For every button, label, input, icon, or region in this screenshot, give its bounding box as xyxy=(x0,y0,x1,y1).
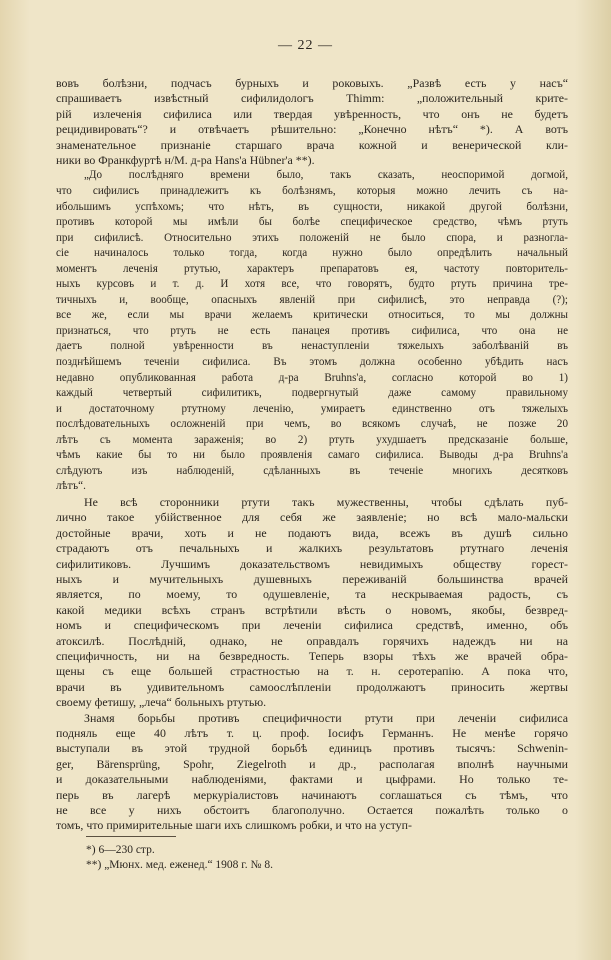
text-line: специфичность, ни на безвредность. Теперь взоры тѣхъ же врачей обра- xyxy=(56,648,568,663)
text-line: подняль еще 40 лѣтъ т. ц. проф. Іосифъ Германнъ. Не менѣе горячо xyxy=(56,726,568,741)
text-line: перь въ лагерѣ меркуріалистовъ начинаютъ соглашаться съ тѣмъ, что xyxy=(56,787,568,802)
text-line: сіе начиналось только тогда, когда нужно было опредѣлить начальный xyxy=(56,247,568,260)
text-line: не все у нихъ обстоитъ благополучно. Остается пожалѣть только о xyxy=(56,803,568,818)
text-line: номъ и специфическомъ при леченіи сифилиса средствѣ, именно, объ xyxy=(56,618,568,633)
text-line: атоксилѣ. Послѣдній, однако, не оправдалъ горячихъ надеждъ ни на xyxy=(56,633,568,648)
text-body xyxy=(56,76,568,834)
text-line: противъ которой мы имѣли бы болѣе специфическое средство, чѣмъ ртуть xyxy=(56,216,568,229)
text-line: рецидивировать“? и отвѣчаетъ рѣшительно: „Конечно нѣтъ“ *). А вотъ xyxy=(56,122,568,137)
text-line: томъ, что примирительные шаги ихъ слишкомъ робки, и что на уступ- xyxy=(56,818,412,833)
text-line: даетъ полной увѣренности въ ненаступленіи тяжелыхъ заболѣваній въ xyxy=(56,340,568,353)
quote-paragraph xyxy=(56,168,568,494)
text-line: рій излеченія сифилиса или твердая увѣренность, что онъ не будетъ xyxy=(56,106,568,121)
text-line: и доказательными наблюденіями, фактами и цыфрами. Но только те- xyxy=(56,772,568,787)
text-line: и достаточному ртутному леченію, умираетъ единственно отъ тяжелыхъ xyxy=(56,402,568,415)
text-line: выступали въ этой трудной борьбѣ единицъ противъ тысячъ: Schwenin- xyxy=(56,741,568,756)
text-line: лѣтъ“. xyxy=(56,480,86,493)
footnote-rule xyxy=(86,836,176,837)
text-line: послѣдовательныхъ осложненій при чемъ, во всякомъ случаѣ, не позже 20 xyxy=(56,418,568,431)
text-line: моментъ леченія ртутью, характеръ препаратовъ ея, частоту повторитель- xyxy=(56,262,568,275)
text-line: лично такое убійственное для себя же заявленіе; но всѣ мало-мальски xyxy=(56,510,568,525)
text-line: знаменательное признаніе старшаго врача кожной и венерической кли- xyxy=(56,137,568,152)
footnote: **) „Мюнх. мед. еженед.“ 1908 г. № 8. xyxy=(86,859,273,871)
text-line: лѣтъ съ момента зараженія; во 2) ртуть ухудшаетъ предсказаніе больше, xyxy=(56,433,568,446)
text-line: каждый четвертый сифилитикъ, подвергнутый даже самому правильному xyxy=(56,387,568,400)
text-line: тичныхъ и, вообще, опасныхъ явленій при сифилисѣ, это неправда (?); xyxy=(56,293,568,306)
text-line: сифилитиковъ. Лучшимъ доказательствомъ невидимыхъ обществу горест- xyxy=(56,556,568,571)
text-line: достойные врачи, хоть и не подаютъ вида, всежъ въ душѣ сильно xyxy=(56,525,568,540)
text-line: при сифилисѣ. Относительно этихъ положеній не было спора, и разногла- xyxy=(56,231,568,244)
text-line: врачи въ удивительномъ самоослѣпленіи продолжаютъ приносить жертвы xyxy=(56,679,568,694)
text-line: ибольшимъ успѣхомъ; что нѣтъ, въ сущности, никакой другой болѣзни, xyxy=(56,200,568,213)
text-line: Знамя борьбы противъ специфичности ртути при леченіи сифилиса xyxy=(84,710,568,725)
text-line: вовъ болѣзни, подчасъ бурныхъ и роковыхъ. „Развѣ есть у насъ“ xyxy=(56,76,568,90)
text-line: щены съ еще большей страстностью на т. н. серотерапію. А пока что, xyxy=(56,664,568,679)
paragraph xyxy=(56,711,568,834)
text-line: признаться, что ртуть не есть панацея противъ сифилиса, что она не xyxy=(56,324,568,337)
text-line: является, по моему, то одушевленіе, та нескрываемая радость, съ xyxy=(56,587,568,602)
text-line: „До послѣдняго времени было, такъ сказать, неоспоримой догмой, xyxy=(84,169,568,182)
text-line: Не всѣ сторонники ртути такъ мужественны, чтобы сдѣлать пуб- xyxy=(84,494,568,509)
paragraph xyxy=(56,495,568,711)
text-line: спрашиваетъ извѣстный сифилидологъ Thimm: „положительный крите- xyxy=(56,91,568,106)
text-line: ger, Bärensprüng, Spohr, Ziegelroth и др., располагая вполнѣ научными xyxy=(56,756,568,771)
text-line: ныхъ и мучительныхъ душевныхъ переживаній большинства врачей xyxy=(56,571,568,586)
text-line: чѣмъ какие бы то ни было проявленія самаго сифилиса. Выводы д-ра Bruhns'a xyxy=(56,449,568,462)
text-line: какой медики всѣхъ странъ встрѣтили вѣсть о новомъ, якобы, безвред- xyxy=(56,602,568,617)
text-line: своему фетишу, „леча“ больныхъ ртутью. xyxy=(56,695,267,710)
paragraph xyxy=(56,76,568,168)
text-line: страдаютъ отъ печальныхъ и жалкихъ результатовъ ртутнаго леченія xyxy=(56,541,568,556)
text-line: слѣдуютъ изъ наблюденій, сдѣланныхъ въ теченіе многихъ десятковъ xyxy=(56,464,568,477)
text-line: что сифилисъ принадлежитъ къ болѣзнямъ, которыя можно лечить съ на- xyxy=(56,184,568,197)
footnotes xyxy=(86,836,506,873)
footnote: *) 6—230 стр. xyxy=(86,844,155,856)
text-line: ники во Франкфуртѣ н/М. д-ра Hans'a Hübner'a **). xyxy=(56,153,315,168)
page-number: — 22 — xyxy=(278,38,333,53)
text-line: недавно опубликованная работа д-ра Bruhns'a, согласно которой во 1) xyxy=(56,371,568,384)
text-line: все же, если мы врачи желаемъ критически относиться, то мы должны xyxy=(56,309,568,322)
text-line: ныхъ курсовъ и т. д. И хотя все, что говорятъ, будто ртуть причина тре- xyxy=(56,278,568,291)
text-line: позднѣйшемъ теченіи сифилиса. Въ этомъ должна особенно убѣдить насъ xyxy=(56,356,568,368)
